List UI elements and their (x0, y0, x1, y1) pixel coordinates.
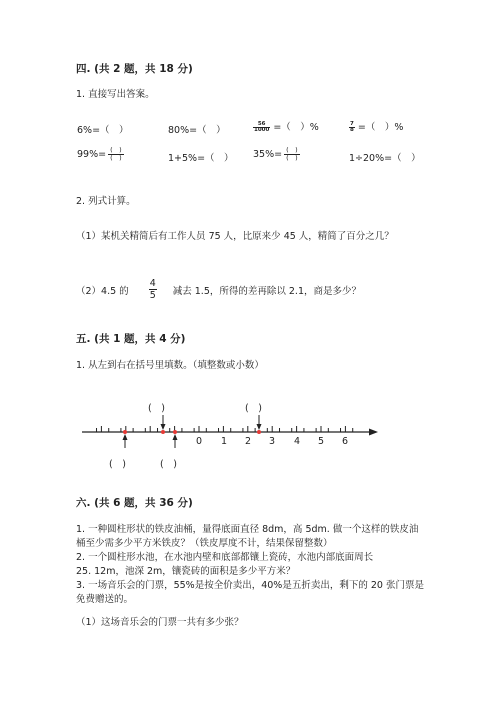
item-6-percent: 6%=（ ） (77, 125, 129, 136)
question-2-title: 2. 列式计算。 (76, 196, 136, 207)
part-2-suffix: 减去 1.5，所得的差再除以 2.1，商是多少？ (172, 285, 361, 297)
tick-label-3: 3 (269, 436, 276, 447)
problem-line-1: 1. 一种圆柱形状的铁皮油桶，量得底面直径 8dm，高 5dm. 做一个这样的铁皮油 (76, 524, 419, 535)
arrow-down-icon (257, 424, 262, 430)
item-7-over-8 (349, 119, 403, 134)
arrow-up-icon (123, 434, 128, 440)
part-2-prefix: （2）4.5 的 (76, 285, 129, 297)
point-marker (173, 430, 177, 434)
item-prefix: 35%= (253, 149, 283, 161)
blank-above-2[interactable]: ( ) (245, 403, 262, 414)
blank-below-2[interactable]: ( ) (160, 459, 177, 470)
arrow-up-icon (173, 434, 178, 440)
minor-ticks (97, 428, 353, 432)
section-4-title: 四. (共 2 题，共 18 分) (76, 63, 193, 75)
blank-numerator[interactable]: ( ) (286, 146, 298, 154)
item-rest: =（ ）% (273, 122, 319, 133)
fraction-4-5 (149, 278, 157, 302)
item-56-over-1000 (253, 119, 319, 134)
item-prefix: 99%= (77, 149, 107, 161)
point-marker (161, 430, 165, 434)
fraction-denominator: 1000 (254, 127, 270, 133)
question-1-title: 1. 直接写出答案。 (76, 89, 155, 100)
problem-line-6: 免费赠送的。 (76, 594, 134, 605)
tick-label-6: 6 (342, 436, 349, 447)
blank-fraction (108, 147, 124, 162)
tick-label-5: 5 (318, 436, 325, 447)
item-rest: =（ ）% (357, 122, 404, 133)
blank-denominator[interactable]: ( ) (286, 154, 298, 163)
fraction-numerator: 56 (257, 120, 266, 127)
problem-line-3: 2. 一个圆柱形水池，在水池内壁和底部都镶上瓷砖，水池内部底面周长 (76, 552, 374, 563)
item-1-plus-5-percent: 1+5%=（ ） (168, 153, 234, 164)
blank-below-1[interactable]: ( ) (109, 459, 126, 470)
item-35-percent (253, 147, 302, 162)
sub-question-1: （1）这场音乐会的门票一共有多少张？ (76, 617, 244, 628)
tick-label-0: 0 (196, 436, 203, 447)
blank-above-1[interactable]: ( ) (148, 403, 165, 414)
problem-line-5: 3. 一场音乐会的门票，55%是按全价卖出，40%是五折卖出，剩下的 20 张门票是 (76, 580, 424, 591)
item-99-percent (77, 147, 126, 162)
fraction-56-1000 (253, 122, 270, 134)
tick-label-1: 1 (221, 436, 228, 447)
fraction-denominator: 5 (149, 290, 156, 302)
problem-line-4: 25. 12m，池深 2m，镶瓷砖的面积是多少平方米？ (76, 566, 296, 577)
blank-numerator[interactable]: ( ) (110, 146, 122, 154)
arrow-down-icon (161, 424, 166, 430)
fraction-numerator: 7 (350, 120, 354, 127)
problem-line-2: 桶至少需多少平方米铁皮？（铁皮厚度不计，结果保留整数） (76, 538, 333, 549)
question-2-part-2 (76, 278, 361, 302)
question-1-title: 1. 从左到右在括号里填数。（填整数或小数） (76, 360, 264, 371)
arrow-right-icon (369, 429, 378, 436)
section-6-title: 六. (共 6 题，共 36 分) (76, 497, 193, 509)
question-2-part-1: （1）某机关精简后有工作人员 75 人，比原来少 45 人，精简了百分之几？ (76, 231, 394, 242)
point-marker (123, 430, 127, 434)
section-5-title: 五. (共 1 题，共 4 分) (76, 333, 186, 345)
item-1-div-20-percent: 1÷20%=（ ） (349, 153, 421, 164)
tick-label-4: 4 (294, 436, 301, 447)
point-marker (257, 430, 261, 434)
item-80-percent: 80%=（ ） (168, 125, 226, 136)
fraction-numerator: 4 (149, 278, 156, 289)
blank-denominator[interactable]: ( ) (110, 154, 122, 163)
blank-fraction (284, 147, 300, 162)
fraction-7-8 (349, 122, 355, 134)
tick-label-2: 2 (245, 436, 252, 447)
major-ticks (101, 426, 345, 432)
fraction-denominator: 8 (350, 127, 354, 133)
